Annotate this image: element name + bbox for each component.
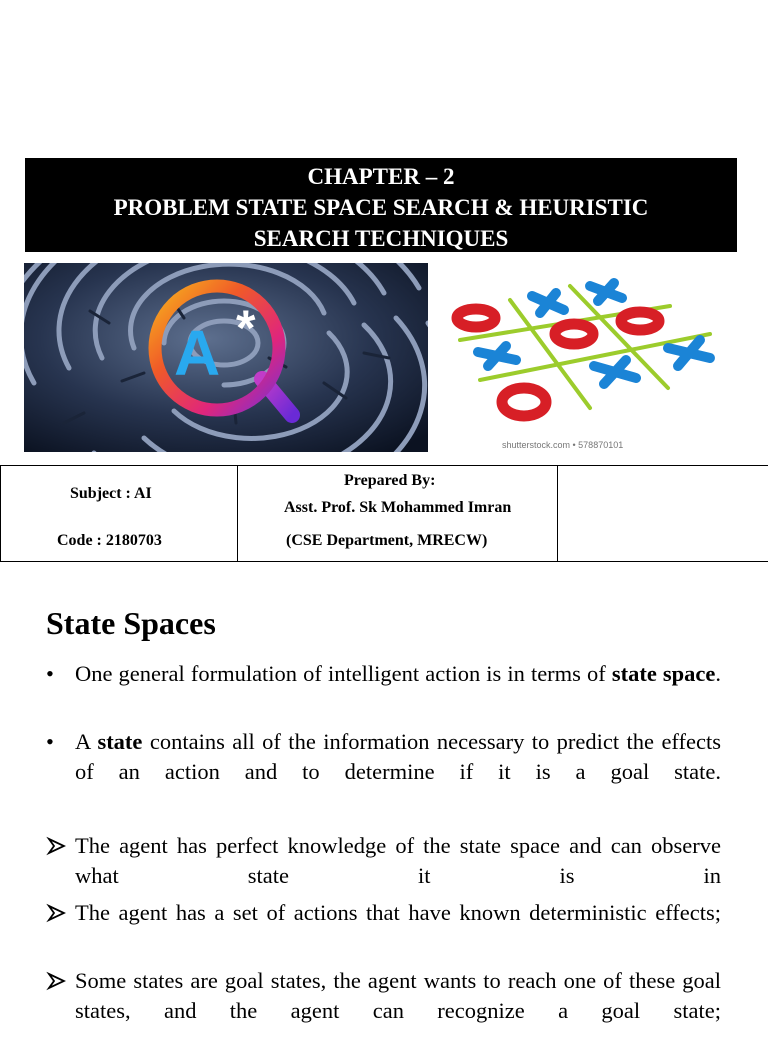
shutterstock-watermark: shutterstock.com • 578870101: [502, 440, 623, 450]
bullet-1-end: .: [715, 661, 721, 686]
empty-cell: [558, 466, 768, 562]
arrow-bullet-icon: [46, 831, 66, 861]
bullet-marker: •: [46, 727, 54, 757]
svg-text:*: *: [236, 300, 256, 356]
bullet-2-end: contains all of the information necessary to predict the effects of an action and to determine if it is a goal state.: [75, 729, 721, 784]
bullet-marker: •: [46, 659, 54, 689]
arrow-item-2: The agent has a set of actions that have known deterministic effects;: [75, 898, 721, 958]
author-department: (CSE Department, MRECW): [286, 532, 487, 550]
chapter-number: CHAPTER – 2: [25, 161, 737, 192]
arrow-bullet-icon: [46, 898, 66, 928]
chapter-title-line-2: SEARCH TECHNIQUES: [25, 223, 737, 254]
bullet-2-text: A: [75, 729, 97, 754]
bullet-2-emphasis: state: [97, 729, 142, 754]
bullet-item-2: [75, 727, 721, 817]
bullet-item-1: [75, 659, 721, 719]
bullet-1-emphasis: state space: [612, 661, 716, 686]
section-heading: State Spaces: [46, 602, 216, 644]
prepared-by-cell: [238, 466, 558, 562]
chapter-title-line-1: PROBLEM STATE SPACE SEARCH & HEURISTIC: [25, 192, 737, 223]
arrow-bullet-icon: [46, 966, 66, 996]
prepared-by-label: Prepared By:: [344, 472, 435, 490]
svg-text:A: A: [174, 317, 220, 389]
chapter-title-banner: [25, 158, 737, 252]
tic-tac-toe-image: [440, 268, 730, 454]
course-info-table: [0, 465, 768, 562]
arrow-item-1: The agent has perfect knowledge of the state space and can observe what state it is in: [75, 831, 721, 921]
author-name: Asst. Prof. Sk Mohammed Imran: [284, 499, 511, 517]
maze-astar-image: [24, 263, 428, 452]
subject-label: Subject : AI: [70, 485, 152, 503]
arrow-item-3: Some states are goal states, the agent wants to reach one of these goal states, and the agent can recognize a goal state;: [75, 966, 721, 1056]
course-code: Code : 2180703: [57, 532, 162, 550]
bullet-1-text: One general formulation of intelligent action is in terms of: [75, 661, 612, 686]
subject-cell: [1, 466, 238, 562]
